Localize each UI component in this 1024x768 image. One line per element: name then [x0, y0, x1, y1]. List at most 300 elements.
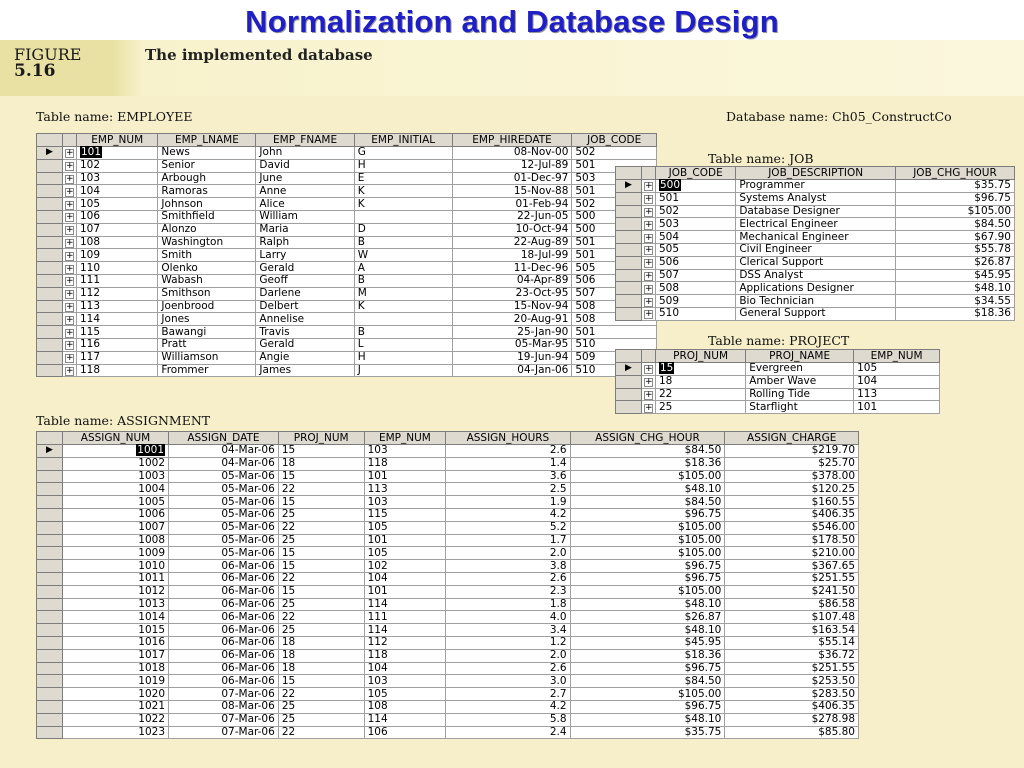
employee-cell-emp-hiredate[interactable] [452, 338, 572, 351]
project-cell-emp-num[interactable] [854, 401, 940, 414]
employee-cell-emp-fname[interactable] [256, 249, 354, 262]
record-selector[interactable] [616, 295, 642, 308]
assignment-cell-assign-charge[interactable] [725, 636, 859, 649]
expand-plus-icon[interactable]: + [66, 212, 74, 223]
table-row[interactable] [616, 363, 940, 376]
expand-cell[interactable] [63, 198, 77, 211]
table-row[interactable] [616, 282, 1015, 295]
employee-cell-emp-num[interactable] [77, 364, 158, 377]
expand-cell[interactable] [63, 172, 77, 185]
assignment-cell-assign-date[interactable] [169, 560, 279, 573]
job-cell-job-code[interactable] [656, 218, 736, 231]
employee-cell-emp-fname[interactable] [256, 274, 354, 287]
record-selector[interactable] [37, 662, 63, 675]
job-cell-job-chg-hour[interactable] [895, 231, 1014, 244]
table-row[interactable] [37, 313, 657, 326]
assignment-cell-assign-date[interactable] [169, 636, 279, 649]
assignment-cell-assign-date[interactable] [169, 700, 279, 713]
expand-cell[interactable] [642, 243, 656, 256]
employee-cell-emp-fname[interactable] [256, 223, 354, 236]
table-row[interactable] [37, 185, 657, 198]
table-row[interactable] [616, 256, 1015, 269]
job-cell-job-description[interactable] [736, 243, 896, 256]
record-selector[interactable] [37, 508, 63, 521]
table-row[interactable] [37, 624, 859, 637]
record-selector[interactable] [37, 274, 63, 287]
project-cell-emp-num[interactable] [854, 363, 940, 376]
table-row[interactable] [37, 364, 657, 377]
assignment-cell-assign-date[interactable] [169, 483, 279, 496]
job-cell-job-description[interactable] [736, 231, 896, 244]
assignment-cell-assign-hours[interactable] [446, 713, 570, 726]
assignment-cell-assign-chg-hour[interactable] [570, 547, 725, 560]
expand-cell[interactable] [63, 185, 77, 198]
employee-cell-emp-initial[interactable] [354, 147, 452, 160]
table-row[interactable] [37, 700, 859, 713]
employee-cell-emp-initial[interactable] [354, 338, 452, 351]
employee-cell-emp-num[interactable] [77, 172, 158, 185]
expand-plus-icon[interactable]: + [66, 148, 74, 159]
assignment-cell-proj-num[interactable] [278, 700, 364, 713]
employee-cell-emp-lname[interactable] [158, 262, 256, 275]
assignment-cell-emp-num[interactable] [364, 675, 446, 688]
employee-cell-emp-fname[interactable] [256, 159, 354, 172]
employee-cell-emp-initial[interactable] [354, 185, 452, 198]
assignment-cell-assign-date[interactable] [169, 508, 279, 521]
record-selector[interactable] [616, 401, 642, 414]
expand-plus-icon[interactable]: + [66, 186, 74, 197]
assignment-cell-assign-hours[interactable] [446, 470, 570, 483]
table-row[interactable] [37, 598, 859, 611]
record-selector[interactable] [37, 351, 63, 364]
assignment-cell-assign-chg-hour[interactable] [570, 662, 725, 675]
assignment-cell-assign-date[interactable] [169, 675, 279, 688]
employee-cell-emp-initial[interactable] [354, 236, 452, 249]
record-selector[interactable] [616, 388, 642, 401]
record-selector[interactable] [616, 256, 642, 269]
expand-cell[interactable] [63, 147, 77, 160]
job-cell-job-code[interactable] [656, 282, 736, 295]
assignment-cell-assign-num[interactable] [63, 585, 169, 598]
assignment-cell-assign-num[interactable] [63, 496, 169, 509]
assignment-cell-assign-chg-hour[interactable] [570, 624, 725, 637]
employee-cell-emp-initial[interactable] [354, 198, 452, 211]
table-row[interactable] [616, 307, 1015, 320]
expand-plus-icon[interactable]: + [645, 270, 653, 281]
table-row[interactable] [37, 713, 859, 726]
assignment-cell-assign-date[interactable] [169, 470, 279, 483]
record-selector[interactable] [37, 147, 63, 160]
assignment-cell-assign-date[interactable] [169, 547, 279, 560]
record-selector[interactable] [37, 172, 63, 185]
assignment-cell-emp-num[interactable] [364, 547, 446, 560]
job-cell-job-description[interactable] [736, 295, 896, 308]
assignment-cell-assign-charge[interactable] [725, 547, 859, 560]
record-selector[interactable] [37, 547, 63, 560]
record-selector[interactable] [37, 445, 63, 458]
assignment-cell-assign-charge[interactable] [725, 560, 859, 573]
expand-cell[interactable] [642, 256, 656, 269]
job-cell-job-chg-hour[interactable] [895, 218, 1014, 231]
assignment-cell-assign-charge[interactable] [725, 649, 859, 662]
assignment-cell-assign-charge[interactable] [725, 611, 859, 624]
assignment-cell-proj-num[interactable] [278, 713, 364, 726]
assignment-cell-proj-num[interactable] [278, 547, 364, 560]
employee-cell-emp-hiredate[interactable] [452, 185, 572, 198]
assignment-cell-proj-num[interactable] [278, 688, 364, 701]
assignment-cell-assign-chg-hour[interactable] [570, 521, 725, 534]
assignment-cell-assign-charge[interactable] [725, 624, 859, 637]
record-selector[interactable] [616, 269, 642, 282]
assignment-column-header[interactable]: ASSIGN_DATE [169, 432, 279, 445]
table-row[interactable] [37, 688, 859, 701]
table-row[interactable] [616, 205, 1015, 218]
assignment-cell-assign-charge[interactable] [725, 470, 859, 483]
record-selector[interactable] [37, 326, 63, 339]
expand-plus-icon[interactable]: + [645, 296, 653, 307]
employee-cell-emp-initial[interactable] [354, 159, 452, 172]
record-selector[interactable] [37, 249, 63, 262]
assignment-cell-assign-num[interactable] [63, 611, 169, 624]
expand-cell[interactable] [642, 205, 656, 218]
table-row[interactable] [37, 249, 657, 262]
employee-cell-emp-lname[interactable] [158, 300, 256, 313]
table-row[interactable] [37, 198, 657, 211]
assignment-cell-assign-date[interactable] [169, 585, 279, 598]
assignment-cell-assign-date[interactable] [169, 496, 279, 509]
assignment-cell-assign-date[interactable] [169, 713, 279, 726]
assignment-cell-assign-hours[interactable] [446, 534, 570, 547]
assignment-cell-assign-chg-hour[interactable] [570, 534, 725, 547]
table-row[interactable] [616, 388, 940, 401]
assignment-cell-proj-num[interactable] [278, 624, 364, 637]
assignment-cell-assign-hours[interactable] [446, 675, 570, 688]
expand-cell[interactable] [63, 236, 77, 249]
employee-cell-emp-hiredate[interactable] [452, 223, 572, 236]
record-selector[interactable] [616, 231, 642, 244]
employee-cell-emp-lname[interactable] [158, 338, 256, 351]
project-cell-emp-num[interactable] [854, 388, 940, 401]
record-selector[interactable] [37, 496, 63, 509]
assignment-cell-proj-num[interactable] [278, 521, 364, 534]
assignment-cell-proj-num[interactable] [278, 598, 364, 611]
assignment-cell-assign-charge[interactable] [725, 598, 859, 611]
expand-plus-icon[interactable]: + [66, 161, 74, 172]
table-row[interactable] [37, 236, 657, 249]
job-cell-job-description[interactable] [736, 282, 896, 295]
table-row[interactable] [37, 262, 657, 275]
assignment-cell-proj-num[interactable] [278, 572, 364, 585]
assignment-cell-emp-num[interactable] [364, 470, 446, 483]
employee-cell-emp-num[interactable] [77, 185, 158, 198]
assignment-cell-emp-num[interactable] [364, 649, 446, 662]
employee-cell-emp-num[interactable] [77, 223, 158, 236]
table-row[interactable] [37, 300, 657, 313]
record-selector[interactable] [37, 223, 63, 236]
assignment-cell-assign-hours[interactable] [446, 611, 570, 624]
assignment-cell-emp-num[interactable] [364, 483, 446, 496]
assignment-cell-assign-num[interactable] [63, 713, 169, 726]
assignment-cell-assign-date[interactable] [169, 457, 279, 470]
assignment-cell-assign-num[interactable] [63, 700, 169, 713]
expand-plus-icon[interactable]: + [66, 250, 74, 261]
job-cell-job-chg-hour[interactable] [895, 256, 1014, 269]
assignment-cell-assign-charge[interactable] [725, 457, 859, 470]
assignment-cell-proj-num[interactable] [278, 496, 364, 509]
job-cell-job-description[interactable] [736, 192, 896, 205]
table-row[interactable] [37, 636, 859, 649]
project-cell-proj-num[interactable] [656, 363, 746, 376]
assignment-cell-assign-charge[interactable] [725, 662, 859, 675]
expand-plus-icon[interactable]: + [66, 301, 74, 312]
assignment-cell-assign-charge[interactable] [725, 572, 859, 585]
assignment-cell-assign-chg-hour[interactable] [570, 572, 725, 585]
employee-cell-emp-initial[interactable] [354, 172, 452, 185]
table-row[interactable] [37, 159, 657, 172]
assignment-cell-assign-hours[interactable] [446, 662, 570, 675]
record-selector[interactable] [37, 675, 63, 688]
expand-plus-icon[interactable]: + [645, 389, 653, 400]
record-selector[interactable] [616, 205, 642, 218]
assignment-cell-assign-hours[interactable] [446, 457, 570, 470]
employee-cell-emp-initial[interactable] [354, 274, 452, 287]
project-cell-proj-num[interactable] [656, 401, 746, 414]
assignment-cell-assign-num[interactable] [63, 688, 169, 701]
assignment-cell-proj-num[interactable] [278, 726, 364, 739]
employee-column-header[interactable]: EMP_FNAME [256, 134, 354, 147]
table-row[interactable] [616, 218, 1015, 231]
job-cell-job-code[interactable] [656, 180, 736, 193]
employee-cell-emp-hiredate[interactable] [452, 313, 572, 326]
employee-column-header[interactable]: JOB_CODE [572, 134, 657, 147]
employee-cell-emp-hiredate[interactable] [452, 326, 572, 339]
record-selector[interactable] [37, 470, 63, 483]
employee-column-header[interactable]: EMP_LNAME [158, 134, 256, 147]
assignment-cell-assign-date[interactable] [169, 662, 279, 675]
record-selector[interactable] [616, 375, 642, 388]
assignment-cell-assign-charge[interactable] [725, 483, 859, 496]
table-row[interactable] [37, 274, 657, 287]
employee-cell-emp-num[interactable] [77, 313, 158, 326]
job-cell-job-code[interactable] [656, 256, 736, 269]
assignment-cell-emp-num[interactable] [364, 496, 446, 509]
expand-plus-icon[interactable]: + [66, 225, 74, 236]
table-row[interactable] [37, 210, 657, 223]
assignment-cell-emp-num[interactable] [364, 572, 446, 585]
assignment-cell-assign-num[interactable] [63, 508, 169, 521]
assignment-cell-emp-num[interactable] [364, 457, 446, 470]
assignment-cell-emp-num[interactable] [364, 521, 446, 534]
assignment-cell-assign-date[interactable] [169, 611, 279, 624]
assignment-cell-emp-num[interactable] [364, 688, 446, 701]
assignment-cell-emp-num[interactable] [364, 662, 446, 675]
expand-plus-icon[interactable]: + [645, 232, 653, 243]
expand-cell[interactable] [642, 388, 656, 401]
assignment-cell-emp-num[interactable] [364, 560, 446, 573]
job-column-header[interactable]: JOB_CODE [656, 167, 736, 180]
expand-cell[interactable] [642, 269, 656, 282]
assignment-cell-assign-hours[interactable] [446, 483, 570, 496]
table-row[interactable] [37, 675, 859, 688]
record-selector[interactable] [616, 363, 642, 376]
expand-plus-icon[interactable]: + [66, 237, 74, 248]
job-cell-job-chg-hour[interactable] [895, 192, 1014, 205]
employee-cell-emp-hiredate[interactable] [452, 274, 572, 287]
table-row[interactable] [37, 560, 859, 573]
record-selector[interactable] [37, 483, 63, 496]
record-selector[interactable] [37, 572, 63, 585]
table-row[interactable] [37, 470, 859, 483]
table-row[interactable] [616, 269, 1015, 282]
project-column-header[interactable]: EMP_NUM [854, 350, 940, 363]
employee-cell-emp-num[interactable] [77, 287, 158, 300]
employee-cell-emp-initial[interactable] [354, 287, 452, 300]
employee-cell-emp-initial[interactable] [354, 262, 452, 275]
assignment-cell-assign-num[interactable] [63, 662, 169, 675]
assignment-cell-assign-date[interactable] [169, 624, 279, 637]
assignment-cell-assign-num[interactable] [63, 636, 169, 649]
assignment-column-header[interactable]: PROJ_NUM [278, 432, 364, 445]
employee-cell-emp-hiredate[interactable] [452, 172, 572, 185]
employee-cell-emp-fname[interactable] [256, 300, 354, 313]
assignment-cell-emp-num[interactable] [364, 636, 446, 649]
table-row[interactable] [37, 326, 657, 339]
expand-plus-icon[interactable]: + [645, 258, 653, 269]
job-cell-job-chg-hour[interactable] [895, 180, 1014, 193]
assignment-cell-assign-date[interactable] [169, 726, 279, 739]
project-column-header[interactable]: PROJ_NUM [656, 350, 746, 363]
expand-plus-icon[interactable]: + [645, 402, 653, 413]
assignment-cell-proj-num[interactable] [278, 457, 364, 470]
expand-plus-icon[interactable]: + [645, 377, 653, 388]
project-cell-emp-num[interactable] [854, 375, 940, 388]
employee-cell-emp-hiredate[interactable] [452, 351, 572, 364]
expand-cell[interactable] [63, 287, 77, 300]
table-row[interactable] [616, 180, 1015, 193]
table-row[interactable] [616, 375, 940, 388]
employee-cell-emp-lname[interactable] [158, 364, 256, 377]
record-selector[interactable] [37, 726, 63, 739]
table-row[interactable] [37, 585, 859, 598]
job-cell-job-code[interactable] [656, 205, 736, 218]
assignment-cell-assign-hours[interactable] [446, 572, 570, 585]
employee-cell-emp-num[interactable] [77, 159, 158, 172]
job-cell-job-chg-hour[interactable] [895, 307, 1014, 320]
employee-cell-emp-fname[interactable] [256, 338, 354, 351]
expand-plus-icon[interactable]: + [66, 199, 74, 210]
record-selector[interactable] [37, 364, 63, 377]
assignment-cell-assign-chg-hour[interactable] [570, 675, 725, 688]
employee-cell-emp-num[interactable] [77, 300, 158, 313]
assignment-cell-assign-date[interactable] [169, 572, 279, 585]
employee-cell-emp-num[interactable] [77, 351, 158, 364]
expand-plus-icon[interactable]: + [645, 206, 653, 217]
expand-cell[interactable] [63, 159, 77, 172]
employee-cell-emp-lname[interactable] [158, 351, 256, 364]
assignment-cell-emp-num[interactable] [364, 598, 446, 611]
employee-cell-emp-fname[interactable] [256, 287, 354, 300]
assignment-cell-proj-num[interactable] [278, 675, 364, 688]
employee-cell-emp-initial[interactable] [354, 313, 452, 326]
assignment-cell-assign-hours[interactable] [446, 585, 570, 598]
employee-cell-emp-fname[interactable] [256, 147, 354, 160]
assignment-cell-assign-chg-hour[interactable] [570, 560, 725, 573]
employee-cell-emp-initial[interactable] [354, 326, 452, 339]
employee-cell-emp-hiredate[interactable] [452, 210, 572, 223]
assignment-cell-assign-num[interactable] [63, 726, 169, 739]
table-row[interactable] [37, 457, 859, 470]
employee-cell-emp-lname[interactable] [158, 185, 256, 198]
employee-cell-emp-fname[interactable] [256, 198, 354, 211]
job-cell-job-code[interactable] [656, 307, 736, 320]
table-row[interactable] [37, 287, 657, 300]
assignment-cell-assign-chg-hour[interactable] [570, 688, 725, 701]
record-selector[interactable] [37, 521, 63, 534]
assignment-cell-assign-chg-hour[interactable] [570, 445, 725, 458]
assignment-cell-assign-charge[interactable] [725, 585, 859, 598]
table-row[interactable] [616, 192, 1015, 205]
record-selector[interactable] [37, 598, 63, 611]
assignment-cell-proj-num[interactable] [278, 508, 364, 521]
table-row[interactable] [37, 611, 859, 624]
table-row[interactable] [37, 521, 859, 534]
employee-column-header[interactable]: EMP_NUM [77, 134, 158, 147]
employee-cell-emp-hiredate[interactable] [452, 198, 572, 211]
assignment-cell-assign-num[interactable] [63, 445, 169, 458]
assignment-cell-assign-num[interactable] [63, 560, 169, 573]
assignment-cell-assign-charge[interactable] [725, 688, 859, 701]
expand-plus-icon[interactable]: + [66, 340, 74, 351]
expand-cell[interactable] [63, 313, 77, 326]
employee-cell-emp-fname[interactable] [256, 172, 354, 185]
assignment-cell-assign-chg-hour[interactable] [570, 649, 725, 662]
table-row[interactable] [616, 231, 1015, 244]
expand-cell[interactable] [642, 363, 656, 376]
assignment-column-header[interactable]: EMP_NUM [364, 432, 446, 445]
assignment-cell-emp-num[interactable] [364, 534, 446, 547]
table-row[interactable] [37, 726, 859, 739]
employee-cell-emp-num[interactable] [77, 274, 158, 287]
assignment-column-header[interactable]: ASSIGN_CHG_HOUR [570, 432, 725, 445]
table-row[interactable] [37, 662, 859, 675]
record-selector[interactable] [37, 457, 63, 470]
assignment-cell-assign-date[interactable] [169, 534, 279, 547]
employee-cell-emp-lname[interactable] [158, 159, 256, 172]
assignment-cell-assign-hours[interactable] [446, 598, 570, 611]
assignment-cell-proj-num[interactable] [278, 662, 364, 675]
record-selector[interactable] [37, 236, 63, 249]
employee-cell-emp-fname[interactable] [256, 351, 354, 364]
table-row[interactable] [37, 547, 859, 560]
job-cell-job-description[interactable] [736, 180, 896, 193]
table-row[interactable] [37, 572, 859, 585]
assignment-cell-emp-num[interactable] [364, 700, 446, 713]
project-cell-proj-name[interactable] [746, 401, 854, 414]
record-selector[interactable] [37, 185, 63, 198]
record-selector[interactable] [37, 300, 63, 313]
assignment-cell-assign-hours[interactable] [446, 496, 570, 509]
assignment-cell-emp-num[interactable] [364, 713, 446, 726]
expand-cell[interactable] [63, 326, 77, 339]
employee-cell-emp-initial[interactable] [354, 300, 452, 313]
job-cell-job-chg-hour[interactable] [895, 282, 1014, 295]
assignment-cell-assign-hours[interactable] [446, 445, 570, 458]
record-selector[interactable] [37, 713, 63, 726]
expand-cell[interactable] [642, 375, 656, 388]
employee-column-header[interactable]: EMP_INITIAL [354, 134, 452, 147]
assignment-cell-assign-chg-hour[interactable] [570, 611, 725, 624]
expand-plus-icon[interactable]: + [645, 283, 653, 294]
